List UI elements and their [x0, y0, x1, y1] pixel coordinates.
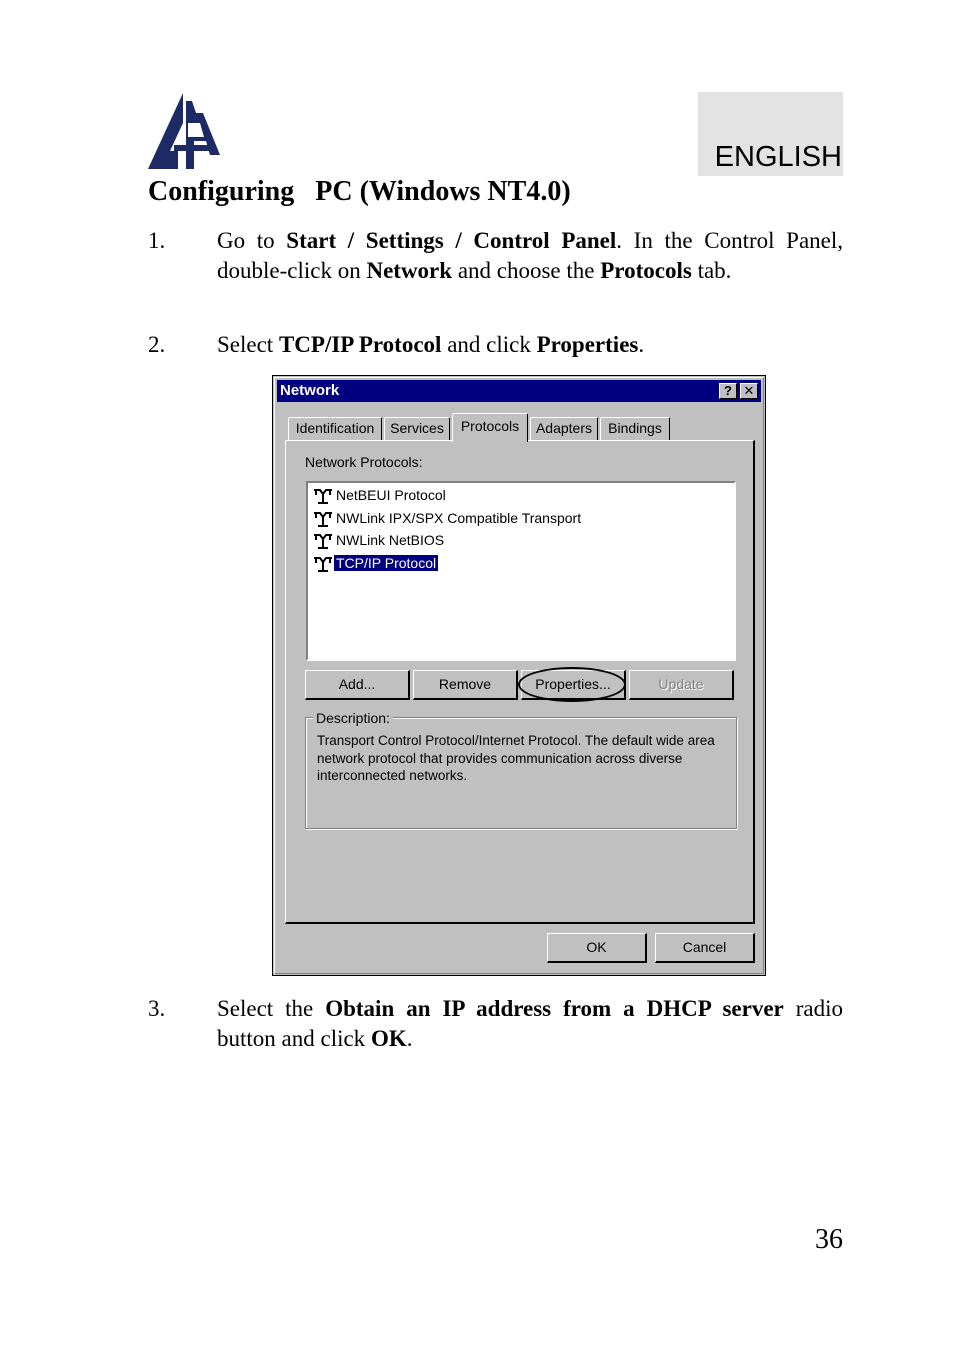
protocols-listbox[interactable]: [306, 481, 736, 661]
tab-bindings[interactable]: Bindings: [600, 417, 670, 440]
page-title: Configuring PC (Windows NT4.0): [148, 176, 571, 207]
dialog-titlebar[interactable]: [277, 380, 761, 402]
ok-button[interactable]: OK: [547, 933, 647, 963]
network-protocol-icon: [312, 556, 334, 572]
step-text-bold: Start / Settings / Control Panel: [286, 228, 617, 253]
step-text-run: radio button and click: [217, 996, 843, 1051]
step-text-run: and choose the: [452, 257, 601, 283]
protocol-name: NetBEUI Protocol: [336, 487, 446, 503]
update-button[interactable]: Update: [629, 670, 734, 700]
description-text: Transport Control Protocol/Internet Protocol. The default wide area network protocol that provides communication across diverse interconnected networks.: [317, 733, 715, 783]
description-label: Description:: [313, 710, 393, 726]
step-text-run: Select: [217, 332, 279, 357]
step-text: [217, 994, 843, 1053]
language-label: ENGLISH: [714, 141, 842, 173]
cancel-button[interactable]: Cancel: [655, 933, 755, 963]
tab-adapters[interactable]: Adapters: [530, 417, 598, 440]
step-text: [217, 226, 843, 285]
tab-protocols[interactable]: Protocols: [452, 413, 528, 442]
step-text-run: . In the Control Panel, double-click on: [217, 228, 844, 283]
dialog-title: Network: [280, 382, 340, 399]
network-dialog: [272, 375, 766, 976]
step-text-bold: Properties: [536, 332, 639, 357]
list-item[interactable]: [312, 508, 583, 528]
properties-button[interactable]: Properties...: [521, 670, 626, 700]
step-text-bold: OK: [370, 1025, 407, 1051]
list-item[interactable]: [312, 485, 448, 505]
step-text-run: Go to: [217, 228, 287, 253]
step-text-run: and click: [441, 332, 537, 357]
protocol-name: TCP/IP Protocol: [336, 555, 437, 571]
language-badge: [698, 92, 843, 176]
tab-identification[interactable]: Identification: [288, 417, 382, 440]
network-protocol-icon: [312, 511, 334, 527]
step-text-run: .: [638, 332, 645, 357]
protocol-name: NWLink NetBIOS: [336, 532, 445, 548]
step-text-run: tab.: [691, 257, 732, 283]
step-text-bold: Protocols: [600, 257, 692, 283]
step-number: 2.: [148, 332, 166, 357]
remove-button[interactable]: Remove: [413, 670, 518, 700]
step-number: 3.: [148, 996, 166, 1021]
network-protocol-icon: [312, 533, 334, 549]
list-item[interactable]: [312, 530, 446, 550]
page-number: 36: [815, 1224, 843, 1255]
list-item-selected[interactable]: [312, 553, 438, 573]
step-text-bold: Obtain an IP address from a DHCP server: [325, 996, 784, 1021]
step-text-run: Select the: [217, 996, 326, 1021]
network-protocols-label: Network Protocols:: [305, 454, 423, 470]
step-text-bold: Network: [366, 257, 453, 283]
step-text-bold: TCP/IP Protocol: [278, 332, 442, 357]
network-protocol-icon: [312, 488, 334, 504]
add-button[interactable]: Add...: [305, 670, 410, 700]
help-button[interactable]: ?: [719, 383, 737, 399]
protocol-name: NWLink IPX/SPX Compatible Transport: [336, 510, 582, 526]
step-text: [217, 330, 843, 360]
company-logo: [148, 93, 220, 171]
tab-services[interactable]: Services: [384, 417, 450, 440]
close-button[interactable]: ✕: [740, 383, 758, 399]
step-text-run: .: [406, 1025, 413, 1051]
step-number: 1.: [148, 228, 166, 253]
